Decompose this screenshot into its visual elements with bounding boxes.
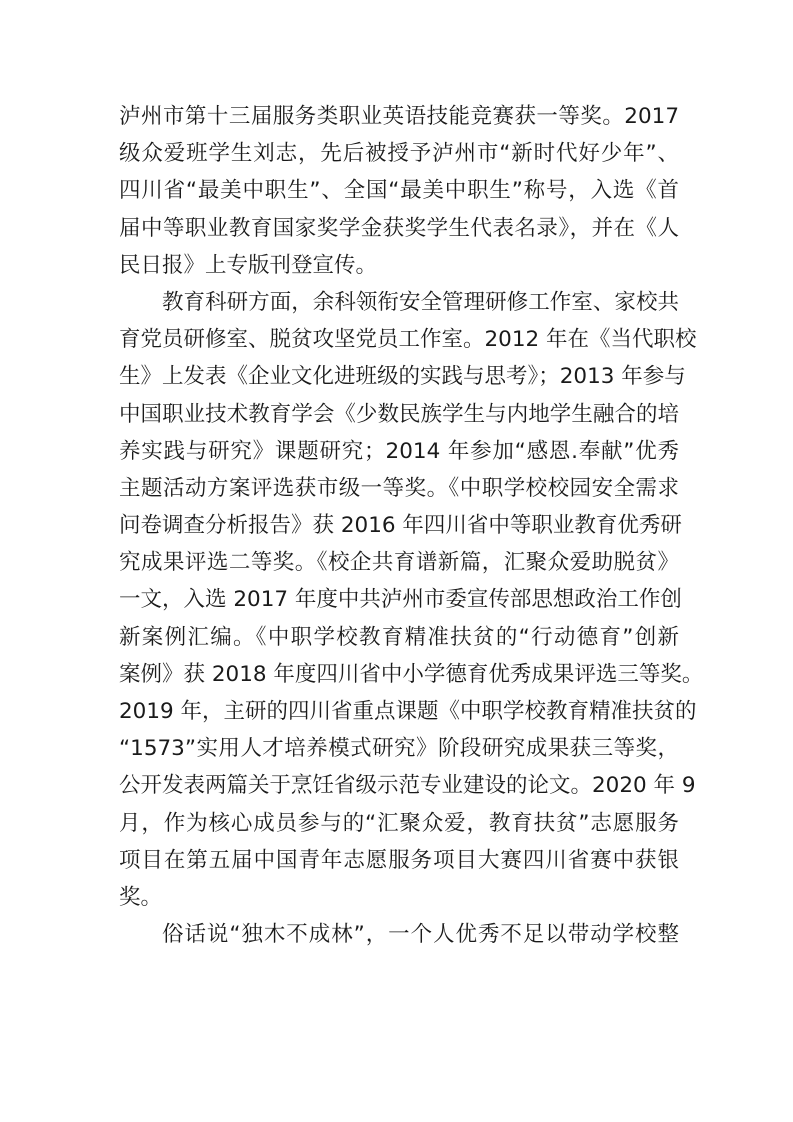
text-line: 泸州市第十三届服务类职业英语技能竞赛获一等奖。2017 (119, 104, 679, 129)
text-line: 公开发表两篇关于烹饪省级示范专业建设的论文。2020 年 9 (119, 773, 696, 799)
text-line: 养实践与研究》课题研究；2014 年参加“感恩.奉献”优秀 (119, 438, 679, 464)
text-line: 月，作为核心成员参与的“汇聚众爱，教育扶贫”志愿服务 (119, 810, 679, 836)
text-line: 案例》获 2018 年度四川省中小学德育优秀成果评选三等奖。 (119, 661, 704, 687)
text-line: 主题活动方案评选获市级一等奖。《中职学校校园安全需求 (119, 475, 679, 501)
text-line: 奖。 (119, 884, 163, 910)
text-line: 项目在第五届中国青年志愿服务项目大赛四川省赛中获银 (119, 847, 679, 873)
text-line: 俗话说“独木不成林”，一个人优秀不足以带动学校整 (162, 922, 679, 948)
text-line: 教育科研方面，余科领衔安全管理研修工作室、家校共 (162, 289, 679, 315)
text-line: 新案例汇编。《中职学校教育精准扶贫的“行动德育”创新 (119, 624, 679, 650)
text-line: 级众爱班学生刘志，先后被授予泸州市“新时代好少年”、 (119, 141, 679, 167)
text-line: 育党员研修室、脱贫攻坚党员工作室。2012 年在《当代职校 (119, 327, 697, 353)
text-line: 一文，入选 2017 年度中共泸州市委宣传部思想政治工作创 (119, 587, 682, 613)
text-line: 生》上发表《企业文化进班级的实践与思考》；2013 年参与 (119, 364, 686, 390)
text-line: 究成果评选二等奖。《校企共育谱新篇，汇聚众爱助脱贫》 (119, 550, 679, 576)
text-line: 中国职业技术教育学会《少数民族学生与内地学生融合的培 (119, 401, 679, 427)
paragraph-proverb (119, 916, 679, 953)
document-body (119, 98, 704, 953)
text-line: 民日报》上专版刊登宣传。 (119, 252, 378, 278)
text-line: “1573”实用人才培养模式研究》阶段研究成果获三等奖， (119, 736, 679, 762)
paragraph-awards (119, 98, 679, 284)
text-line: 届中等职业教育国家奖学金获奖学生代表名录》，并在《人 (119, 215, 679, 241)
paragraph-research (119, 284, 704, 916)
text-line: 问卷调查分析报告》获 2016 年四川省中等职业教育优秀研 (119, 513, 682, 539)
text-line: 四川省“最美中职生”、全国“最美中职生”称号，入选《首 (119, 178, 679, 204)
text-line: 2019 年，主研的四川省重点课题《中职学校教育精准扶贫的 (119, 699, 697, 724)
